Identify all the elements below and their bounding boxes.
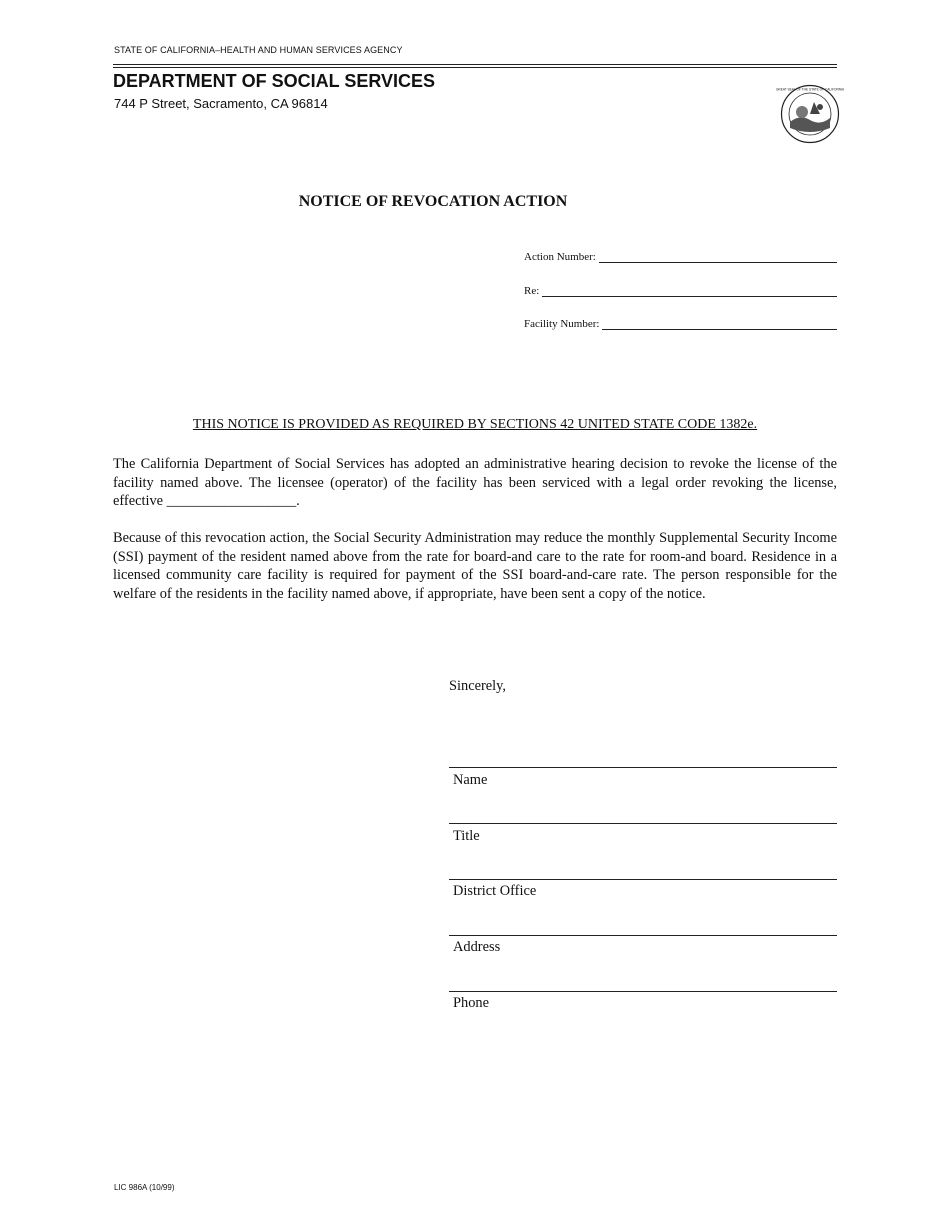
department-address: 744 P Street, Sacramento, CA 96814 [114, 96, 328, 111]
paragraph-revocation: The California Department of Social Services has adopted an administrative hearing decision to revoke the license of the facility named above. The licensee (operator) of the facility has been serviced with a legal order revoking the license, effective __________________. [113, 456, 837, 510]
signature-label-name: Name [453, 772, 488, 788]
signature-line-address[interactable] [449, 935, 837, 936]
paragraph-ssi: Because of this revocation action, the Social Security Administration may reduce the monthly Supplemental Security Income (SSI) payment of the resident named above from the rate for board-and care to the rate for room-and board. Residence in a licensed community care facility is required for payment of the SSI board-and-care rate. The person responsible for the welfare of the residents in the facility named above, if appropriate, have been sent a copy of the notice. [113, 530, 837, 602]
state-seal-icon [775, 84, 845, 144]
page-title: NOTICE OF REVOCATION ACTION [298, 193, 568, 210]
agency-line: STATE OF CALIFORNIA–HEALTH AND HUMAN SERVICES AGENCY [114, 45, 403, 55]
facility-number-line[interactable] [602, 319, 837, 330]
form-number: LIC 986A (10/99) [114, 1183, 175, 1192]
signature-line-title[interactable] [449, 823, 837, 824]
signature-line-phone[interactable] [449, 991, 837, 992]
signature-label-title: Title [453, 828, 480, 844]
department-name: DEPARTMENT OF SOCIAL SERVICES [113, 71, 436, 91]
action-number-field[interactable] [524, 251, 837, 263]
facility-number-field[interactable] [524, 318, 837, 330]
closing: Sincerely, [449, 678, 507, 694]
action-number-label: Action Number: [524, 251, 596, 263]
action-number-line[interactable] [599, 252, 837, 263]
re-field[interactable] [524, 285, 837, 297]
notice-heading: THIS NOTICE IS PROVIDED AS REQUIRED BY SECTIONS 42 UNITED STATE CODE 1382e. [192, 417, 758, 432]
signature-label-district-office: District Office [453, 883, 537, 899]
signature-label-address: Address [453, 939, 501, 955]
header-rule-bottom [113, 67, 837, 68]
re-line[interactable] [542, 286, 837, 297]
seal-lettering: GREAT SEAL OF THE STATE OF CALIFORNIA [775, 87, 845, 92]
signature-line-district-office[interactable] [449, 879, 837, 880]
re-label: Re: [524, 285, 540, 297]
signature-label-phone: Phone [453, 995, 489, 1011]
facility-number-label: Facility Number: [524, 318, 600, 330]
header-rule-top [113, 64, 837, 65]
signature-line-name[interactable] [449, 767, 837, 768]
